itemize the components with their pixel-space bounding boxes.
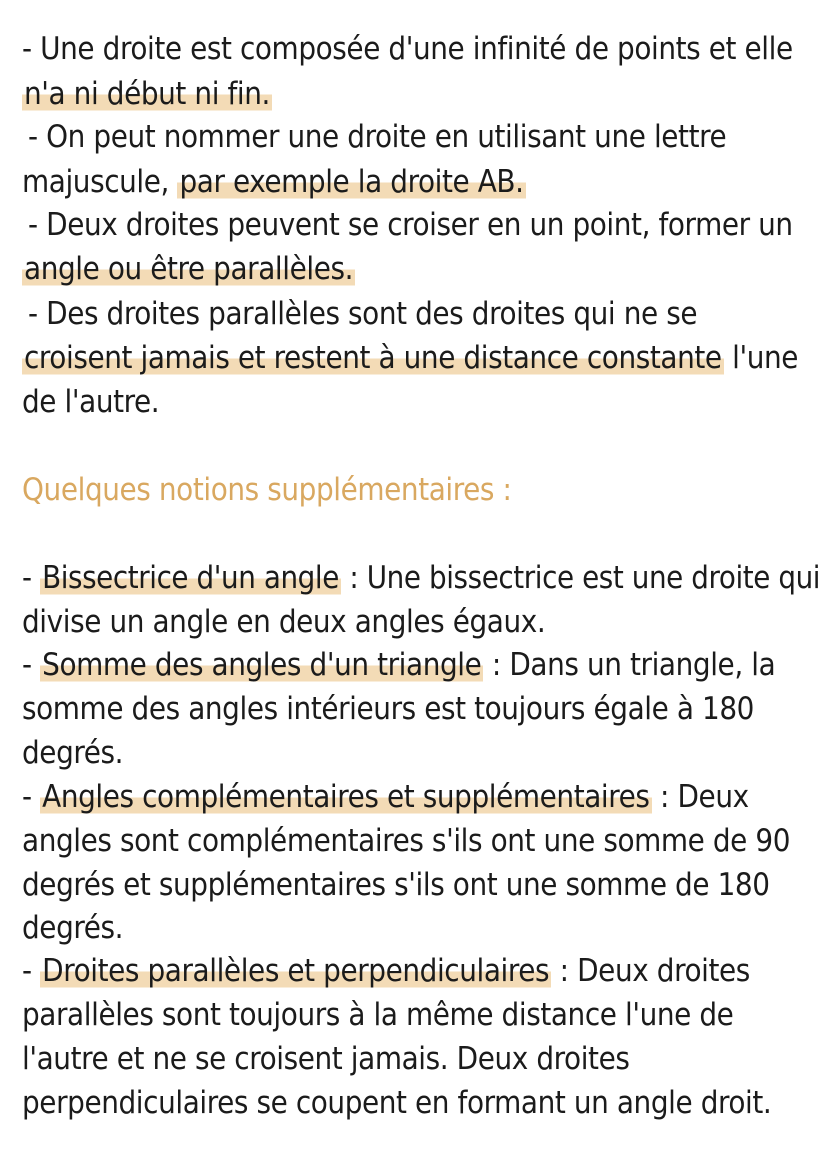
text-line xyxy=(22,556,820,600)
text-line xyxy=(22,1037,629,1081)
text: - xyxy=(22,953,32,989)
highlight: Angles complémentaires et supplémentaires xyxy=(42,779,650,815)
highlight: croisent jamais et restent à une distance constante xyxy=(24,340,722,376)
text: : Deux xyxy=(651,779,749,815)
text-line xyxy=(28,292,697,336)
text: - xyxy=(22,560,32,596)
text: angles sont complémentaires s'ils ont une somme de 90 xyxy=(22,823,791,859)
text: l'une xyxy=(723,340,799,376)
text: somme des angles intérieurs est toujours égale à 180 xyxy=(22,691,754,727)
text: degrés. xyxy=(22,735,124,771)
text-line xyxy=(28,203,793,247)
text-line xyxy=(22,72,272,116)
text-line xyxy=(22,380,159,424)
text: degrés et supplémentaires s'ils ont une somme de 180 xyxy=(22,867,770,903)
text: l'autre et ne se croisent jamais. Deux droites xyxy=(22,1041,630,1077)
highlight: n'a ni début ni fin. xyxy=(24,76,270,112)
highlight: Droites parallèles et perpendiculaires xyxy=(42,953,550,989)
text-line xyxy=(22,993,733,1037)
text: : Une bissectrice est une droite qui xyxy=(340,560,821,596)
text-line xyxy=(22,247,355,291)
text-line xyxy=(22,949,750,993)
text-line xyxy=(22,336,798,380)
text: - xyxy=(22,647,32,683)
text-line xyxy=(22,775,749,819)
highlight: angle ou être parallèles. xyxy=(24,251,354,287)
text: de l'autre. xyxy=(22,384,160,420)
text-line xyxy=(22,600,545,644)
text: perpendiculaires se coupent en formant un angle droit. xyxy=(22,1085,772,1121)
text: majuscule, xyxy=(22,164,178,200)
text: parallèles sont toujours à la même distance l'une de xyxy=(22,997,734,1033)
section-heading: Quelques notions supplémentaires : xyxy=(22,472,512,508)
text-line xyxy=(22,863,770,907)
highlight: Bissectrice d'un angle xyxy=(42,560,339,596)
text-line xyxy=(22,160,526,204)
text: : Dans un triangle, la xyxy=(483,647,776,683)
text: divise un angle en deux angles égaux. xyxy=(22,604,546,640)
text-line xyxy=(22,906,123,950)
text: : Deux droites xyxy=(551,953,750,989)
text-line xyxy=(22,643,775,687)
text-line xyxy=(22,27,793,71)
text-line xyxy=(22,687,754,731)
text: - On peut nommer une droite en utilisant une lettre xyxy=(28,119,727,155)
highlight: Somme des angles d'un triangle xyxy=(42,647,482,683)
highlight: par exemple la droite AB. xyxy=(179,164,524,200)
text-line xyxy=(22,731,123,775)
text: degrés. xyxy=(22,910,124,946)
text: - Une droite est composée d'une infinité de points et elle xyxy=(22,31,793,67)
text-line xyxy=(22,1081,771,1125)
text: - Deux droites peuvent se croiser en un point, former un xyxy=(28,207,793,243)
text: - xyxy=(22,779,32,815)
text-line xyxy=(28,115,726,159)
text-line xyxy=(22,819,790,863)
text: - Des droites parallèles sont des droites qui ne se xyxy=(28,296,698,332)
